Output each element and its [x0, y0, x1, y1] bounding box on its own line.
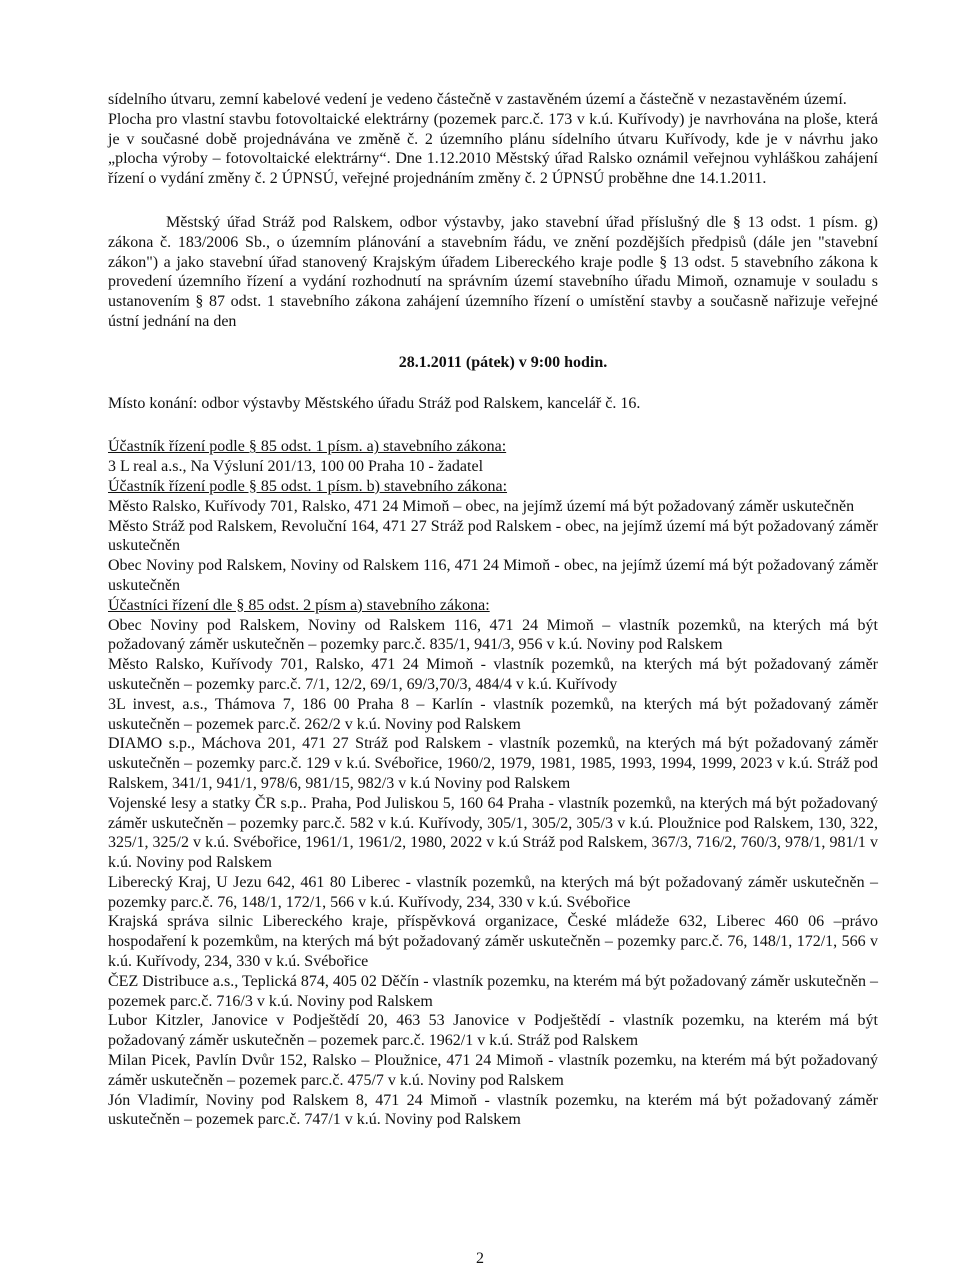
- participant-entry: Lubor Kitzler, Janovice v Podještědí 20, 463 53 Janovice v Podještědí - vlastník pozemku, na kterém má být požadovaný záměr uskutečněn – pozemek parc.č. 1962/1 v k.ú. Stráž pod Ralskem: [108, 1012, 878, 1050]
- participant-entry: Krajská správa silnic Libereckého kraje, příspěvková organizace, České mládeže 632, Liberec 460 06 –právo hospodaření k pozemkům, na kterých má být požadovaný záměr uskutečněn – pozemky parc.č. 76, 148/1, 172/1, 566 v k.ú. Kuřívody, 234, 330 v k.ú. Svébořice: [108, 913, 878, 971]
- participant-entry: Milan Picek, Pavlín Dvůr 152, Ralsko – Ploužnice, 471 24 Mimoň - vlastník pozemku, na kterém má být požadovaný záměr uskutečněn – pozemek parc.č. 475/7 v k.ú. Noviny pod Ralskem: [108, 1052, 878, 1089]
- participant-entry: Město Ralsko, Kuřívody 701, Ralsko, 471 24 Mimoň - vlastník pozemků, na kterých má být požadovaný záměr uskutečněn – pozemky parc.č. 7/1, 12/2, 69/1, 69/3,70/3, 484/4 v k.ú. Kuřívody: [108, 656, 878, 693]
- page-number: 2: [476, 1250, 484, 1267]
- participants-heading-b: Účastník řízení podle § 85 odst. 1 písm. b) stavebního zákona:: [108, 477, 508, 495]
- participant-entry: 3L invest, a.s., Thámova 7, 186 00 Praha 8 – Karlín - vlastník pozemků, na kterých má být požadovaný záměr uskutečněn – pozemek parc.č. 262/2 v k.ú. Noviny pod Ralskem: [108, 695, 878, 733]
- participant-entry: DIAMO s.p., Máchova 201, 471 27 Stráž pod Ralskem - vlastník pozemků, na kterých má být požadovaný záměr uskutečněn – pozemky parc.č. 129 v k.ú. Svébořice, 1960/2, 1979, 1981, 1985, 1993, 1994, 1999, 2023 v k.ú. Stráž pod Ralskem, 341/1, 941/1, 978/6, 981/15, 982/3 v k.ú Noviny pod Ralskem: [108, 735, 878, 792]
- participant-entry: Vojenské lesy a statky ČR s.p.. Praha, Pod Juliskou 5, 160 64 Praha - vlastník pozemků, na kterých má být požadovaný záměr uskutečněn – pozemky parc.č. 582 v k.ú. Kuřívody, 305/1, 305/2, 305/3 v k.ú. Ploužnice pod Ralskem, 130, 322, 325/1, 325/2 v k.ú. Svébořice, 1961/1, 1961/2, 1980, 2022 v k.ú Stráž pod Ralskem, 367/3, 716/2, 760/3, 978/1, 981/1 v k.ú. Noviny pod Ralskem: [108, 794, 878, 872]
- spacer: [108, 413, 878, 437]
- participant-entry: Liberecký Kraj, U Jezu 642, 461 80 Liberec - vlastník pozemků, na kterých má být požadovaný záměr uskutečněn – pozemky parc.č. 76, 148/1, 172/1, 566 v k.ú. Kuřívody, 234, 330 v k.ú. Svébořice: [108, 873, 878, 911]
- participant-entry: Obec Noviny pod Ralskem, Noviny od Ralskem 116, 471 24 Mimoň - obec, na jejímž území má být požadovaný záměr uskutečněn: [108, 557, 878, 594]
- participant-entry: Obec Noviny pod Ralskem, Noviny od Ralskem 116, 471 24 Mimoň – vlastník pozemků, na kterých má být požadovaný záměr uskutečněn – pozemky parc.č. 835/1, 941/3, 956 v k.ú. Noviny pod Ralskem: [108, 616, 878, 654]
- hearing-date: 28.1.2011 (pátek) v 9:00 hodin.: [398, 353, 608, 371]
- spacer: [108, 189, 878, 213]
- intro-paragraph-1: sídelního útvaru, zemní kabelové vedení je vedeno částečně v zastavěném území a částečně v nezastavěném území.: [108, 91, 847, 108]
- participant-entry: Město Ralsko, Kuřívody 701, Ralsko, 471 24 Mimoň – obec, na jejímž území má být požadovaný záměr uskutečněn: [108, 497, 855, 515]
- participants-heading-c: Účastníci řízení dle § 85 odst. 2 písm a) stavebního zákona:: [108, 596, 490, 614]
- spacer: [108, 373, 878, 394]
- spacer: [108, 332, 878, 353]
- participant-entry: ČEZ Distribuce a.s., Teplická 874, 405 02 Děčín - vlastník pozemku, na kterém má být požadovaný záměr uskutečněn – pozemek parc.č. 716/3 v k.ú. Noviny pod Ralskem: [108, 972, 878, 1010]
- participant-entry: Město Stráž pod Ralskem, Revoluční 164, 471 27 Stráž pod Ralskem - obec, na jejímž území má být požadovaný záměr uskutečněn: [108, 517, 878, 555]
- document-body: [108, 90, 878, 1130]
- participant-entry: Jón Vladimír, Noviny pod Ralskem 8, 471 24 Mimoň - vlastník pozemku, na kterém má být požadovaný záměr uskutečněn – pozemek parc.č. 747/1 v k.ú. Noviny pod Ralskem: [108, 1091, 878, 1129]
- participants-section: [108, 437, 878, 1130]
- notice-paragraph: Městský úřad Stráž pod Ralskem, odbor výstavby, jako stavební úřad příslušný dle § 13 odst. 1 písm. g) zákona č. 183/2006 Sb., o územním plánování a stavebním řádu, ve znění pozdějších předpisů (dále jen "stavební zákon") a jako stavební úřad stanovený Krajským úřadem Libereckého kraje podle § 13 odst. 5 stavebního zákona k provedení územního řízení a vydání rozhodnutí na správním území stavebního úřadu Mimoň, oznamuje v souladu s ustanovením § 87 odst. 1 stavebního zákona zahájení územního řízení o umístění stavby a současně nařizuje veřejné ústní jednání na den: [108, 213, 878, 330]
- participants-heading-a: Účastník řízení podle § 85 odst. 1 písm. a) stavebního zákona:: [108, 438, 507, 456]
- intro-paragraph-2: Plocha pro vlastní stavbu fotovoltaické elektrárny (pozemek parc.č. 173 v k.ú. Kuřívody) je navrhována na ploše, která je v současné době projednávána ve změně č. 2 územního plánu sídelního útvaru Kuřívody, kde je v návrhu jako „plocha výroby – fotovoltaické elektrárny“. Dne 1.12.2010 Městský úřad Ralsko oznámil veřejnou vyhláškou zahájení řízení o vydání změny č. 2 ÚPNSÚ, veřejné projednáním změny č. 2 ÚPNSÚ proběhne dne 14.1.2011.: [108, 110, 878, 188]
- participant-entry: 3 L real a.s., Na Výsluní 201/13, 100 00 Praha 10 - žadatel: [108, 458, 484, 476]
- hearing-place: Místo konání: odbor výstavby Městského úřadu Stráž pod Ralskem, kancelář č. 16.: [108, 394, 641, 412]
